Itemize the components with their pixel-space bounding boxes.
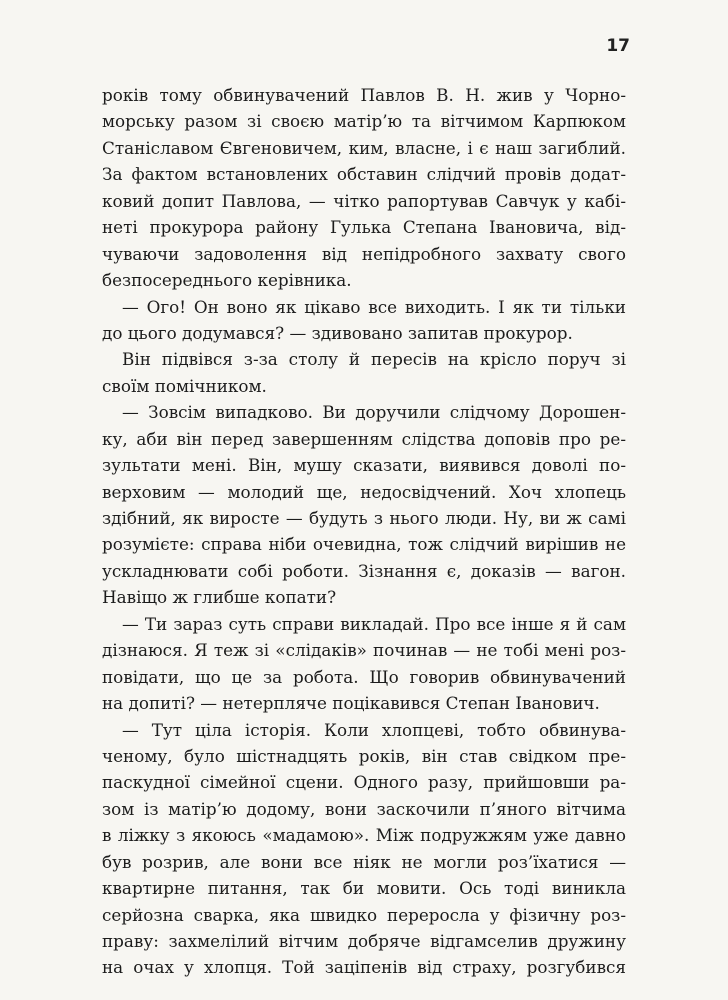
text-line: ку, аби він перед завершенням слідства доповів про ре- [102,428,626,449]
page-text [102,82,626,981]
text-line: чуваючи задоволення від непідробного захвату свого [102,243,626,264]
text-line: на очах у хлопця. Той заціпенів від страху, розгубився [102,957,626,978]
text-line: Він підвівся з-за столу й пересів на крісло поруч зі [122,349,626,370]
text-line: — Ого! Он воно як цікаво все виходить. І як ти тільки [122,296,626,317]
text-line: серйозна сварка, яка швидко переросла у фізичну роз- [102,904,626,925]
text-line: Станіславом Євгеновичем, ким, власне, і є наш загиблий. [102,137,626,158]
text-line: ченому, було шістнадцять років, він став свідком пре- [102,745,626,766]
text-line: на допиті? — нетерпляче поцікавився Степан Іванович. [102,693,600,714]
text-line: паскудної сімейної сцени. Одного разу, прийшовши ра- [102,772,626,793]
text-line: Навіщо ж глибше копати? [102,587,337,608]
text-line: — Тут ціла історія. Коли хлопцеві, тобто обвинува- [122,719,626,740]
text-line: повідати, що це за робота. Що говорив обвинувачений [102,666,626,687]
text-line: здібний, як виросте — будуть з нього люди. Ну, ви ж самі [102,508,626,528]
text-line: морську разом зі своєю матір’ю та вітчимом Карпюком [102,111,626,132]
page-number: 17 [606,36,630,56]
text-line: ускладнювати собі роботи. Зізнання є, доказів — вагон. [102,560,626,581]
text-line: дізнаюся. Я теж зі «слідаків» починав — не тобі мені роз- [102,640,626,661]
text-line: — Ти зараз суть справи викладай. Про все інше я й сам [122,613,626,634]
text-line: верховим — молодий ще, недосвідчений. Хоч хлопець [102,481,626,502]
text-line: За фактом встановлених обставин слідчий провів додат- [102,164,626,185]
text-line: — Зовсім випадково. Ви доручили слідчому Дорошен- [122,402,626,423]
text-line: праву: захмелілий вітчим добряче відгамселив дружину [102,931,626,951]
text-line: в ліжку з якоюсь «мадамою». Між подружжям уже давно [102,825,626,846]
text-line: до цього додумався? — здивовано запитав прокурор. [102,322,573,343]
text-line: зом із матір’ю додому, вони заскочили п’яного вітчима [102,798,626,819]
text-line: своїм помічником. [102,375,267,396]
text-line: квартирне питання, так би мовити. Ось тоді виникла [102,878,626,899]
text-line: ковий допит Павлова, — чітко рапортував Савчук у кабі- [102,190,626,211]
text-line: років тому обвинувачений Павлов В. Н. жив у Чорно- [102,85,626,105]
text-line: неті прокурора району Гулька Степана Івановича, від- [102,217,626,238]
text-line: розумієте: справа ніби очевидна, тож слідчий вирішив не [102,534,626,555]
text-line: був розрив, але вони все ніяк не могли роз’їхатися — [102,851,626,872]
text-line: зультати мені. Він, мушу сказати, виявився доволі по- [102,455,626,476]
text-line: безпосереднього керівника. [102,270,352,291]
